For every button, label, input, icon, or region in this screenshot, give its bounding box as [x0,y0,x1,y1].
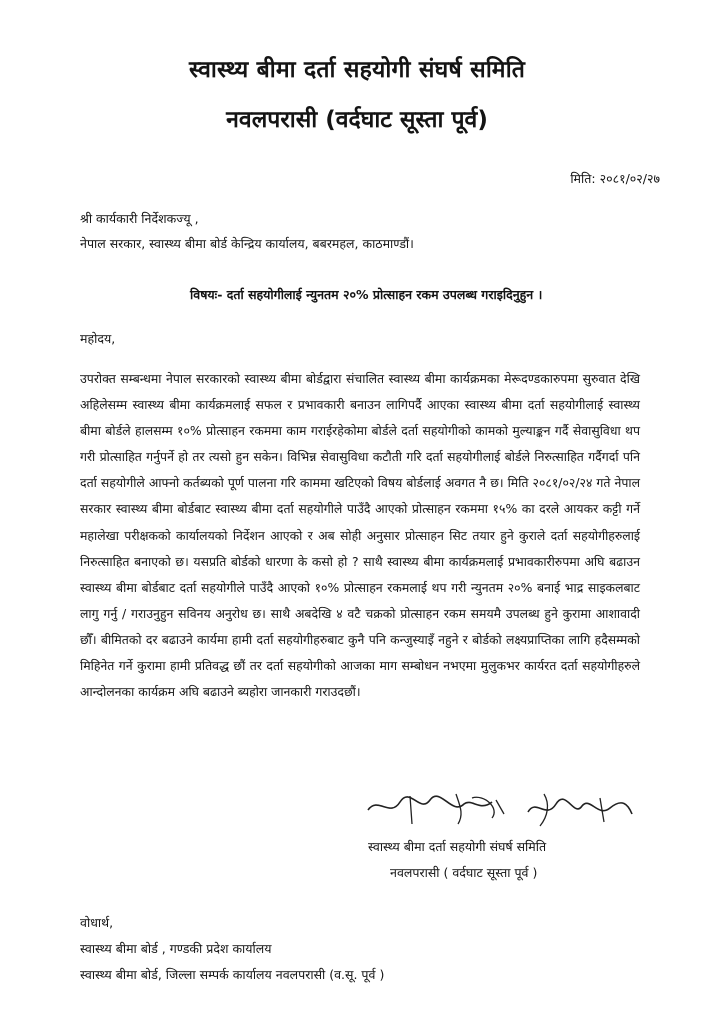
recipient-line-1: श्री कार्यकारी निर्देशकज्यू , [80,211,199,226]
letterhead-title: स्वास्थ्य बीमा दर्ता सहयोगी संघर्ष समिति [188,57,526,83]
recipient-line-2: नेपाल सरकार, स्वास्थ्य बीमा बोर्ड केन्द्रिय कार्यालय, बबरमहल, काठमाण्डौं। [80,236,414,251]
cc-line-1: स्वास्थ्य बीमा बोर्ड , गण्डकी प्रदेश कार्यालय [80,941,272,956]
letter-body: उपरोक्त सम्बन्धमा नेपाल सरकारको स्वास्थ्य बीमा बोर्डद्वारा संचालित स्वास्थ्य बीमा कार्यक्रमका मेरूदण्डकारुपमा सुरुवात देखि अहिलेसम्म स्वास्थ्य बीमा कार्यक्रमलाई सफल र प्रभावकारी बनाउन लागिपर्दै आएका स्वास्थ्य बीमा दर्ता सहयोगीलाई स्वास्थ्य बीमा बोर्डले हालसम्म १०% प्रोत्साहन रकममा काम गराईरहेकोमा बोर्डले दर्ता सहयोगीको कामको मुल्याङ्कन गर्दै सेवासुविधा थप गरी प्रोत्साहित गर्नुपर्ने हो तर त्यसो हुन सकेन। विभिन्न सेवासुविधा कटौती गरि दर्ता सहयोगीलाई बोर्डले निरुत्साहित गर्दैगर्दा पनि दर्ता सहयोगीले आफ्नो कर्तब्यको पूर्ण पालना गरि काममा खटिएको विषय बोर्डलाई अवगत नै छ। मिति २०८१/०२/२४ गते नेपाल सरकार स्वास्थ्य बीमा बोर्डबाट स्वास्थ्य बीमा दर्ता सहयोगीले पाउँदै आएको प्रोत्साहन रकममा १५% का दरले आयकर कट्टी गर्ने महालेखा परीक्षकको कार्यालयको निर्देशन आएको र अब सोही अनुसार प्रोत्साहन सिट तयार हुने कुराले दर्ता सहयोगीहरुलाई निरुत्साहित बनाएको छ। यसप्रति बोर्डको धारणा के कसो हो ? साथै स्वास्थ्य बीमा कार्यक्रमलाई प्रभावकारीरुपमा अघि बढाउन स्वास्थ्य बीमा बोर्डबाट दर्ता सहयोगीले पाउँदै आएको १०% प्रोत्साहन रकमलाई थप गरी न्युनतम २०% बनाई भाद्र साइकलबाट लागु गर्नु / गराउनुहुन सविनय अनुरोध छ। साथै अबदेखि ४ वटै चक्रको प्रोत्साहन रकम समयमै उपलब्ध हुने कुरामा आशावादी छौँ। बीमितको दर बढाउने कार्यमा हामी दर्ता सहयोगीहरुबाट कुनै पनि कन्जुस्याइँ नहुने र बोर्डको लक्ष्यप्राप्तिका लागि हदैसम्मको मिहिनेत गर्ने कुरामा हामी प्रतिवद्ध छौं तर दर्ता सहयोगीको आजका माग सम्बोधन नभएमा मुलुकभर कार्यरत दर्ता सहयोगीहरुले आन्दोलनका कार्यक्रम अघि बढाउने ब्यहोरा जानकारी गराउदछौं। [80,371,640,700]
salutation: महोदय, [80,331,116,346]
letterhead-subtitle: नवलपरासी (वर्दघाट सूस्ता पूर्व) [226,107,488,133]
cc-line-2: स्वास्थ्य बीमा बोर्ड, जिल्ला सम्पर्क कार्यालय नवलपरासी (व.सू. पूर्व ) [80,967,385,982]
cc-label: वोधार्थ, [80,915,114,930]
letter-date: मिति: २०८१/०२/२७ [570,171,660,186]
handwritten-signatures [360,788,640,832]
subject-line: विषयः- दर्ता सहयोगीलाई न्युनतम २०% प्रोत्साहन रकम उपलब्ध गराइदिनुहुन । [190,287,543,302]
signatory-committee-name: स्वास्थ्य बीमा दर्ता सहयोगी संघर्ष समिति [368,839,547,854]
signatory-location: नवलपरासी ( वर्दघाट सूस्ता पूर्व ) [390,865,538,880]
